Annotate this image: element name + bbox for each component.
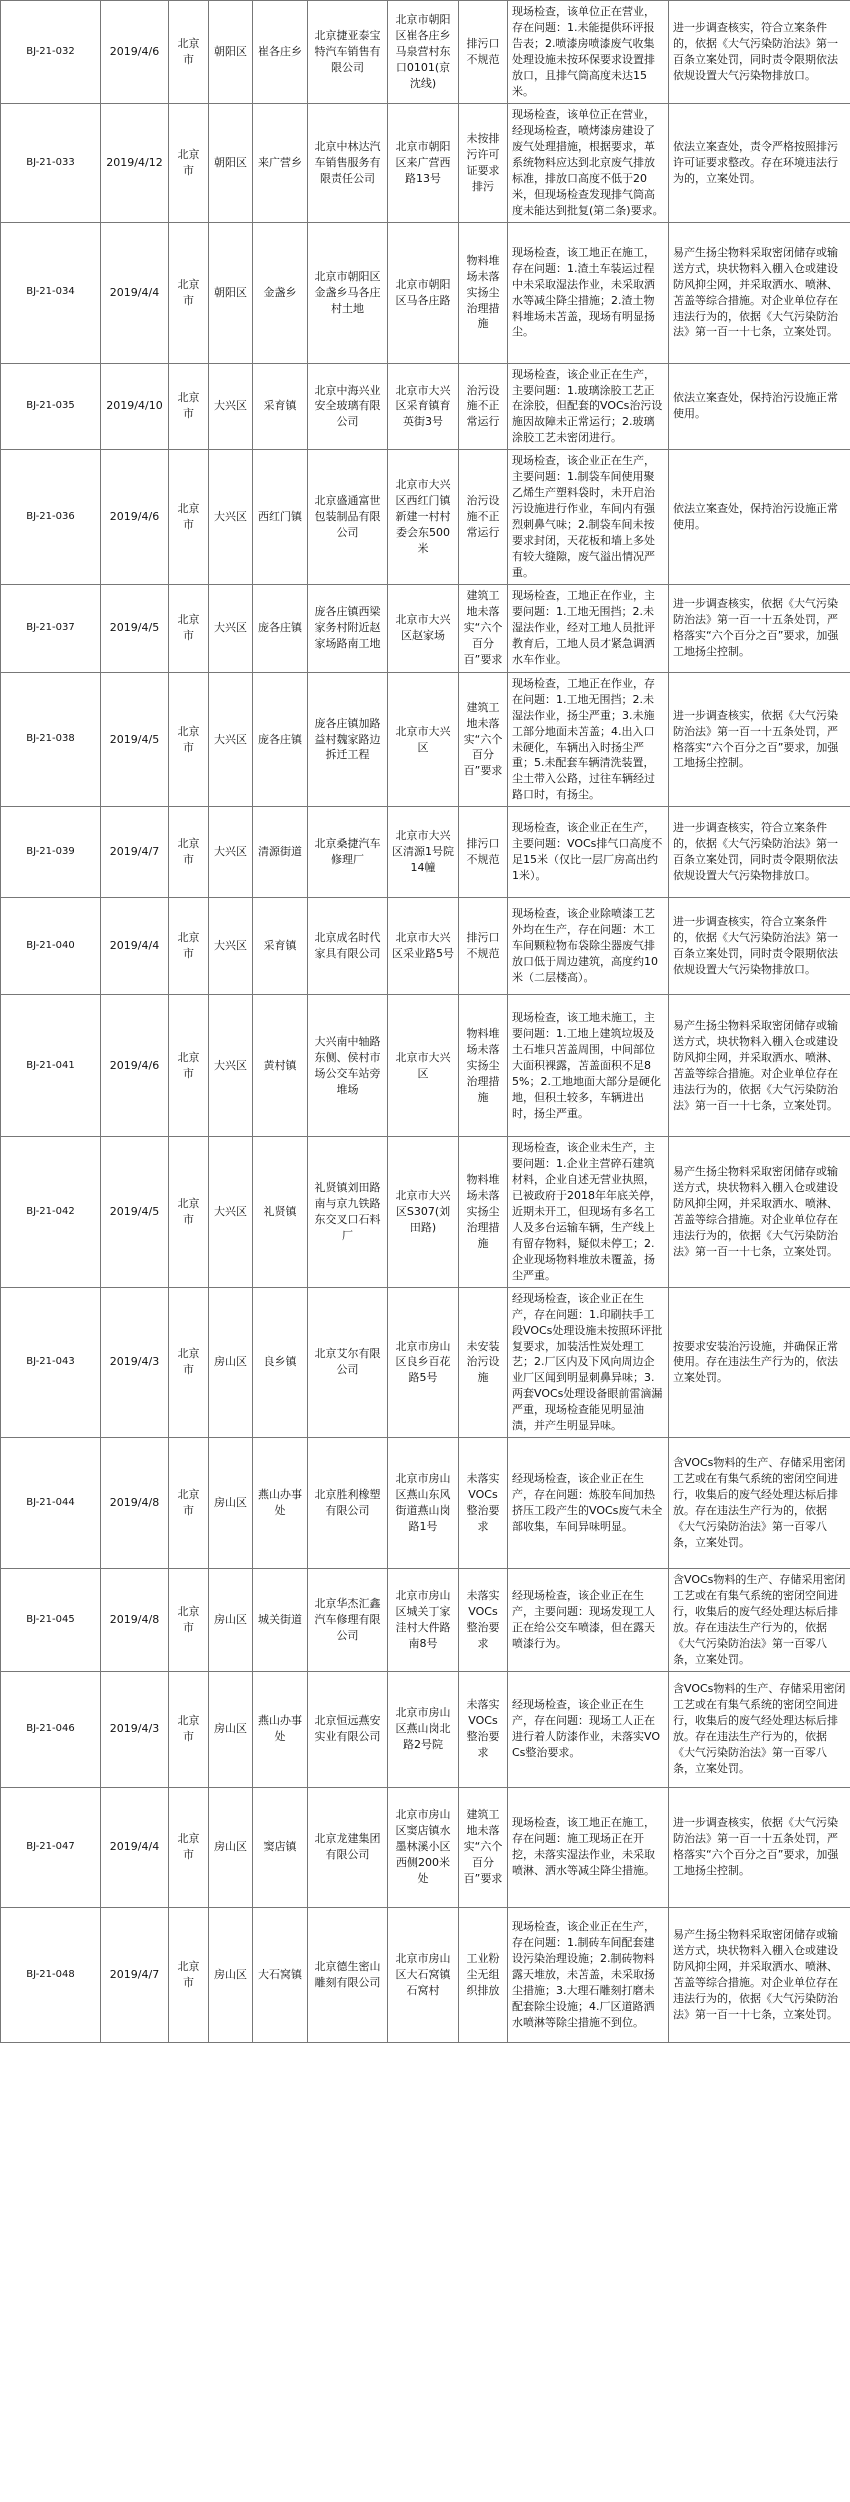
row-town: 礼贤镇 xyxy=(253,1137,308,1287)
row-district: 房山区 xyxy=(209,1438,253,1569)
row-address: 北京市大兴区S307(刘田路) xyxy=(388,1137,459,1287)
row-address: 北京市大兴区西红门镇新建一村村委会东500米 xyxy=(388,450,459,585)
row-action: 易产生扬尘物料采取密闭储存或输送方式，块状物料入棚入仓或建设防风抑尘网，并采取洒水、喷淋、苫盖等综合措施。对企业单位存在违法行为的，依据《大气污染防治法》第一百一十七条，立案处罚。 xyxy=(669,1907,850,2042)
row-date: 2019/4/6 xyxy=(101,1,169,104)
row-problem: 未落实VOCs整治要求 xyxy=(459,1438,508,1569)
table-row xyxy=(1,1438,850,1569)
row-id: BJ-21-040 xyxy=(1,898,101,995)
row-town: 窦店镇 xyxy=(253,1787,308,1907)
row-date: 2019/4/8 xyxy=(101,1438,169,1569)
row-id: BJ-21-043 xyxy=(1,1287,101,1437)
row-date: 2019/4/12 xyxy=(101,104,169,223)
row-action: 按要求安装治污设施，并确保正常使用。存在违法生产行为的，依法立案处罚。 xyxy=(669,1287,850,1437)
row-problem: 治污设施不正常运行 xyxy=(459,363,508,450)
table-row xyxy=(1,1787,850,1907)
row-company: 北京恒远燕安实业有限公司 xyxy=(308,1671,388,1787)
row-action: 含VOCs物料的生产、存储采用密闭工艺或在有集气系统的密闭空间进行，收集后的废气经处理达标后排放。存在违法生产行为的，依据《大气污染防治法》第一百零八条，立案处罚。 xyxy=(669,1569,850,1672)
table-row xyxy=(1,584,850,672)
row-date: 2019/4/7 xyxy=(101,807,169,898)
row-finding: 现场检查，该企业正在生产，主要问题：VOCs排气口高度不足15米（仅比一层厂房高出约1米）。 xyxy=(508,807,669,898)
row-company: 庞各庄镇加路益村魏家路边拆迁工程 xyxy=(308,672,388,807)
row-address: 北京市房山区良乡百花路5号 xyxy=(388,1287,459,1437)
row-district: 朝阳区 xyxy=(209,104,253,223)
row-id: BJ-21-046 xyxy=(1,1671,101,1787)
row-city: 北京市 xyxy=(169,1137,209,1287)
row-town: 采育镇 xyxy=(253,898,308,995)
table-row xyxy=(1,450,850,585)
row-problem: 建筑工地未落实“六个百分百”要求 xyxy=(459,672,508,807)
row-address: 北京市大兴区赵家场 xyxy=(388,584,459,672)
row-city: 北京市 xyxy=(169,1569,209,1672)
row-finding: 经现场检查，该企业正在生产，存在问题：1.印刷扶手工段VOCs处理设施未按照环评批复要求，加装活性炭处理工艺；2.厂区内及下风向周边企业厂区闻到明显刺鼻异味；3.两套VOCs处理设备眼前雷滴漏严重，现场检查能见明显油渍，并产生明显异味。 xyxy=(508,1287,669,1437)
row-district: 房山区 xyxy=(209,1569,253,1672)
row-problem: 未按排污许可证要求排污 xyxy=(459,104,508,223)
row-finding: 现场检查，该企业除喷漆工艺外均在生产，存在问题：木工车间颗粒物布袋除尘器废气排放口低于周边建筑，高度约10米（二层楼高）。 xyxy=(508,898,669,995)
table-row xyxy=(1,898,850,995)
row-date: 2019/4/6 xyxy=(101,995,169,1137)
row-id: BJ-21-042 xyxy=(1,1137,101,1287)
row-address: 北京市房山区燕山东风街道燕山岗路1号 xyxy=(388,1438,459,1569)
row-town: 良乡镇 xyxy=(253,1287,308,1437)
row-district: 朝阳区 xyxy=(209,1,253,104)
row-town: 庞各庄镇 xyxy=(253,672,308,807)
row-id: BJ-21-044 xyxy=(1,1438,101,1569)
table-row xyxy=(1,1671,850,1787)
row-city: 北京市 xyxy=(169,222,209,363)
row-company: 北京市朝阳区金盏乡马各庄村土地 xyxy=(308,222,388,363)
row-id: BJ-21-037 xyxy=(1,584,101,672)
row-finding: 现场检查，工地正在作业，存在问题：1.工地无围挡；2.未湿法作业，扬尘严重；3.未施工部分地面未苫盖；4.出入口未硬化，车辆出入时扬尘严重；5.未配套车辆清洗装置，尘土带入公路，过往车辆经过路口时，有扬尘。 xyxy=(508,672,669,807)
row-problem: 物料堆场未落实扬尘治理措施 xyxy=(459,222,508,363)
row-problem: 未落实VOCs整治要求 xyxy=(459,1671,508,1787)
row-company: 北京中林达汽车销售服务有限责任公司 xyxy=(308,104,388,223)
row-date: 2019/4/3 xyxy=(101,1287,169,1437)
row-city: 北京市 xyxy=(169,363,209,450)
row-town: 庞各庄镇 xyxy=(253,584,308,672)
row-town: 西红门镇 xyxy=(253,450,308,585)
table-row xyxy=(1,363,850,450)
row-date: 2019/4/8 xyxy=(101,1569,169,1672)
row-town: 黄村镇 xyxy=(253,995,308,1137)
row-company: 北京艾尔有限公司 xyxy=(308,1287,388,1437)
row-city: 北京市 xyxy=(169,995,209,1137)
row-district: 大兴区 xyxy=(209,450,253,585)
row-problem: 排污口不规范 xyxy=(459,807,508,898)
row-finding: 现场检查，该企业正在生产，主要问题：1.玻璃涂胶工艺正在涂胶，但配套的VOCs治污设施因故障未正常运行；2.玻璃涂胶工艺未密闭进行。 xyxy=(508,363,669,450)
row-action: 含VOCs物料的生产、存储采用密闭工艺或在有集气系统的密闭空间进行，收集后的废气经处理达标后排放。存在违法生产行为的，依据《大气污染防治法》第一百零八条，立案处罚。 xyxy=(669,1438,850,1569)
row-finding: 现场检查，该企业正在生产，主要问题：1.制袋车间使用聚乙烯生产塑料袋时，未开启治污设施进行作业，车间内有强烈刺鼻气味；2.制袋车间未按要求封闭，天花板和墙上多处有较大缝隙，废气溢出情况严重。 xyxy=(508,450,669,585)
table-row xyxy=(1,995,850,1137)
row-action: 易产生扬尘物料采取密闭储存或输送方式，块状物料入棚入仓或建设防风抑尘网，并采取洒水、喷淋、苫盖等综合措施。对企业单位存在违法行为的，依据《大气污染防治法》第一百一十七条，立案处罚。 xyxy=(669,222,850,363)
row-finding: 现场检查，该单位正在营业，经现场检查，喷烤漆房建设了废气处理措施，根据要求，革系统物料应达到北京废气排放标准，排放口高度不低于20米，但现场检查发现排气筒高度未能达到批复(第二条)要求。 xyxy=(508,104,669,223)
row-id: BJ-21-038 xyxy=(1,672,101,807)
row-address: 北京市朝阳区马各庄路 xyxy=(388,222,459,363)
row-finding: 现场检查，该工地正在施工，存在问题：1.渣土车装运过程中未采取湿法作业，未采取洒水等减尘降尘措施；2.渣土物料堆场未苫盖，现场有明显扬尘。 xyxy=(508,222,669,363)
row-district: 房山区 xyxy=(209,1287,253,1437)
row-city: 北京市 xyxy=(169,1671,209,1787)
row-action: 含VOCs物料的生产、存储采用密闭工艺或在有集气系统的密闭空间进行，收集后的废气经处理达标后排放。存在违法生产行为的，依据《大气污染防治法》第一百零八条，立案处罚。 xyxy=(669,1671,850,1787)
row-problem: 建筑工地未落实“六个百分百”要求 xyxy=(459,1787,508,1907)
row-finding: 现场检查，工地正在作业，主要问题：1.工地无围挡；2.未湿法作业，经对工地人员批评教育后，工地人员才紧急调洒水车作业。 xyxy=(508,584,669,672)
row-city: 北京市 xyxy=(169,450,209,585)
row-problem: 建筑工地未落实“六个百分百”要求 xyxy=(459,584,508,672)
row-city: 北京市 xyxy=(169,898,209,995)
row-action: 进一步调查核实，依据《大气污染防治法》第一百一十五条处罚，严格落实“六个百分之百”要求，加强工地扬尘控制。 xyxy=(669,672,850,807)
row-finding: 现场检查，该单位正在营业，存在问题：1.未能提供环评报告表；2.喷漆房喷漆废气收集处理设施未按环保要求设置排放口，且排气筒高度未达15米。 xyxy=(508,1,669,104)
table-row xyxy=(1,1569,850,1672)
row-problem: 未落实VOCs整治要求 xyxy=(459,1569,508,1672)
row-town: 金盏乡 xyxy=(253,222,308,363)
row-date: 2019/4/4 xyxy=(101,222,169,363)
row-address: 北京市房山区城关丁家洼村大件路南8号 xyxy=(388,1569,459,1672)
row-town: 采育镇 xyxy=(253,363,308,450)
row-company: 北京龙建集团有限公司 xyxy=(308,1787,388,1907)
row-district: 大兴区 xyxy=(209,995,253,1137)
table-row xyxy=(1,222,850,363)
row-district: 大兴区 xyxy=(209,807,253,898)
table-row xyxy=(1,1907,850,2042)
row-address: 北京市房山区窦店镇水墨林溪小区西侧200米处 xyxy=(388,1787,459,1907)
row-action: 易产生扬尘物料采取密闭储存或输送方式，块状物料入棚入仓或建设防风抑尘网，并采取洒水、喷淋、苫盖等综合措施。对企业单位存在违法行为的，依据《大气污染防治法》第一百一十七条，立案处罚。 xyxy=(669,1137,850,1287)
row-id: BJ-21-034 xyxy=(1,222,101,363)
row-action: 进一步调查核实，符合立案条件的，依据《大气污染防治法》第一百条立案处罚，同时责令限期依法依规设置大气污染物排放口。 xyxy=(669,898,850,995)
row-city: 北京市 xyxy=(169,1287,209,1437)
row-problem: 排污口不规范 xyxy=(459,1,508,104)
row-date: 2019/4/6 xyxy=(101,450,169,585)
row-finding: 现场检查，该工地未施工，主要问题：1.工地上建筑垃圾及土石堆只苫盖周围，中间部位大面积裸露，苫盖面积不足85%；2.工地地面大部分是硬化地，但积土较多，车辆进出时，扬尘严重。 xyxy=(508,995,669,1137)
row-address: 北京市大兴区采业路5号 xyxy=(388,898,459,995)
row-problem: 治污设施不正常运行 xyxy=(459,450,508,585)
row-finding: 现场检查，该企业正在生产，存在问题：1.制砖车间配套建设污染治理设施；2.制砖物料露天堆放，未苫盖，未采取扬尘措施；3.大理石雕刻打磨未配套除尘设施；4.厂区道路洒水喷淋等除尘措施不到位。 xyxy=(508,1907,669,2042)
row-address: 北京市朝阳区崔各庄乡马泉营村东口0101(京沈线) xyxy=(388,1,459,104)
row-town: 城关街道 xyxy=(253,1569,308,1672)
row-company: 北京胜利橡塑有限公司 xyxy=(308,1438,388,1569)
row-problem: 工业粉尘无组织排放 xyxy=(459,1907,508,2042)
row-company: 北京成名时代家具有限公司 xyxy=(308,898,388,995)
row-town: 清源街道 xyxy=(253,807,308,898)
row-address: 北京市大兴区采育镇育英街3号 xyxy=(388,363,459,450)
row-finding: 经现场检查，该企业正在生产，存在问题：炼胶车间加热挤压工段产生的VOCs废气未全部收集，车间异味明显。 xyxy=(508,1438,669,1569)
row-company: 北京中海兴业安全玻璃有限公司 xyxy=(308,363,388,450)
row-finding: 经现场检查，该企业正在生产，存在问题：现场工人正在进行着人防漆作业，未落实VOCs整治要求。 xyxy=(508,1671,669,1787)
row-date: 2019/4/3 xyxy=(101,1671,169,1787)
row-city: 北京市 xyxy=(169,584,209,672)
row-company: 北京德生密山雕刻有限公司 xyxy=(308,1907,388,2042)
row-date: 2019/4/7 xyxy=(101,1907,169,2042)
row-district: 大兴区 xyxy=(209,898,253,995)
row-id: BJ-21-036 xyxy=(1,450,101,585)
row-id: BJ-21-032 xyxy=(1,1,101,104)
row-action: 依法立案查处，责令严格按照排污许可证要求整改。存在环境违法行为的，立案处罚。 xyxy=(669,104,850,223)
table-row xyxy=(1,1287,850,1437)
row-address: 北京市大兴区 xyxy=(388,672,459,807)
row-company: 北京华杰汇鑫汽车修理有限公司 xyxy=(308,1569,388,1672)
row-district: 房山区 xyxy=(209,1671,253,1787)
row-date: 2019/4/4 xyxy=(101,898,169,995)
row-town: 燕山办事处 xyxy=(253,1438,308,1569)
row-city: 北京市 xyxy=(169,1438,209,1569)
row-id: BJ-21-047 xyxy=(1,1787,101,1907)
row-district: 大兴区 xyxy=(209,584,253,672)
row-problem: 物料堆场未落实扬尘治理措施 xyxy=(459,1137,508,1287)
row-city: 北京市 xyxy=(169,672,209,807)
row-action: 进一步调查核实，符合立案条件的，依据《大气污染防治法》第一百条立案处罚，同时责令限期依法依规设置大气污染物排放口。 xyxy=(669,807,850,898)
row-address: 北京市大兴区清源1号院14幢 xyxy=(388,807,459,898)
row-action: 易产生扬尘物料采取密闭储存或输送方式，块状物料入棚入仓或建设防风抑尘网，并采取洒水、喷淋、苫盖等综合措施。对企业单位存在违法行为的，依据《大气污染防治法》第一百一十七条，立案处罚。 xyxy=(669,995,850,1137)
row-district: 大兴区 xyxy=(209,672,253,807)
row-id: BJ-21-039 xyxy=(1,807,101,898)
row-town: 来广营乡 xyxy=(253,104,308,223)
row-action: 依法立案查处，保持治污设施正常使用。 xyxy=(669,450,850,585)
row-district: 房山区 xyxy=(209,1787,253,1907)
row-company: 礼贤镇刘田路南与京九铁路东交叉口石料厂 xyxy=(308,1137,388,1287)
row-city: 北京市 xyxy=(169,1907,209,2042)
row-address: 北京市大兴区 xyxy=(388,995,459,1137)
row-district: 大兴区 xyxy=(209,363,253,450)
row-date: 2019/4/5 xyxy=(101,672,169,807)
row-town: 大石窝镇 xyxy=(253,1907,308,2042)
row-action: 进一步调查核实，符合立案条件的，依据《大气污染防治法》第一百条立案处罚，同时责令限期依法依规设置大气污染物排放口。 xyxy=(669,1,850,104)
table-row xyxy=(1,1,850,104)
row-action: 依法立案查处，保持治污设施正常使用。 xyxy=(669,363,850,450)
row-date: 2019/4/5 xyxy=(101,1137,169,1287)
row-id: BJ-21-041 xyxy=(1,995,101,1137)
row-district: 朝阳区 xyxy=(209,222,253,363)
row-date: 2019/4/10 xyxy=(101,363,169,450)
row-address: 北京市房山区大石窝镇石窝村 xyxy=(388,1907,459,2042)
row-action: 进一步调查核实，依据《大气污染防治法》第一百一十五条处罚，严格落实“六个百分之百”要求，加强工地扬尘控制。 xyxy=(669,584,850,672)
row-district: 房山区 xyxy=(209,1907,253,2042)
row-address: 北京市朝阳区来广营西路13号 xyxy=(388,104,459,223)
table-row xyxy=(1,104,850,223)
row-id: BJ-21-035 xyxy=(1,363,101,450)
row-city: 北京市 xyxy=(169,1787,209,1907)
row-problem: 物料堆场未落实扬尘治理措施 xyxy=(459,995,508,1137)
row-action: 进一步调查核实，依据《大气污染防治法》第一百一十五条处罚，严格落实“六个百分之百”要求，加强工地扬尘控制。 xyxy=(669,1787,850,1907)
row-finding: 现场检查，该工地正在施工，存在问题：施工现场正在开挖，未落实湿法作业，未采取喷淋、洒水等减尘降尘措施。 xyxy=(508,1787,669,1907)
table-row xyxy=(1,1137,850,1287)
row-city: 北京市 xyxy=(169,1,209,104)
row-address: 北京市房山区燕山岗北路2号院 xyxy=(388,1671,459,1787)
row-id: BJ-21-048 xyxy=(1,1907,101,2042)
table-row xyxy=(1,672,850,807)
row-city: 北京市 xyxy=(169,807,209,898)
row-problem: 排污口不规范 xyxy=(459,898,508,995)
row-company: 大兴南中轴路东侧、侯村市场公交车站旁堆场 xyxy=(308,995,388,1137)
row-problem: 未安装治污设施 xyxy=(459,1287,508,1437)
row-finding: 经现场检查，该企业正在生产，主要问题：现场发现工人正在给公交车喷漆，但在露天喷漆行为。 xyxy=(508,1569,669,1672)
row-city: 北京市 xyxy=(169,104,209,223)
row-id: BJ-21-045 xyxy=(1,1569,101,1672)
row-date: 2019/4/5 xyxy=(101,584,169,672)
row-company: 北京桑捷汽车修理厂 xyxy=(308,807,388,898)
table-row xyxy=(1,807,850,898)
row-town: 崔各庄乡 xyxy=(253,1,308,104)
row-id: BJ-21-033 xyxy=(1,104,101,223)
row-town: 燕山办事处 xyxy=(253,1671,308,1787)
row-company: 北京盛通富世包装制品有限公司 xyxy=(308,450,388,585)
row-district: 大兴区 xyxy=(209,1137,253,1287)
row-date: 2019/4/4 xyxy=(101,1787,169,1907)
row-company: 庞各庄镇西梁家务村附近赵家场路南工地 xyxy=(308,584,388,672)
row-company: 北京捷亚泰宝特汽车销售有限公司 xyxy=(308,1,388,104)
row-finding: 现场检查，该企业未生产，主要问题：1.企业主营碎石建筑材料，企业自述无营业执照，已被政府于2018年年底关停，近期未开工，但现场有多名工人及多台运输车辆，生产线上有留存物料，疑似未停工；2.企业现场物料堆放未覆盖，扬尘严重。 xyxy=(508,1137,669,1287)
